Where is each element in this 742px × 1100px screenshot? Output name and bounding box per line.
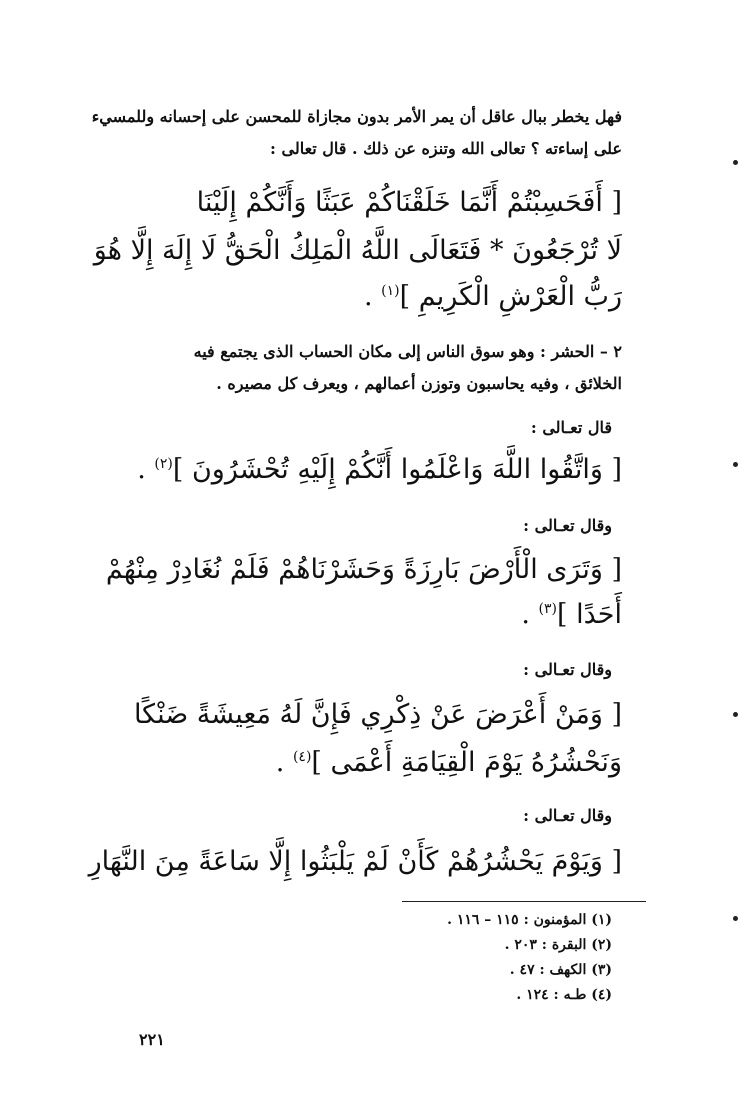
margin-mark (733, 712, 738, 717)
paragraph-1-line-1: فهل يخطر ببال عاقل أن يمر الأمر بدون مجازاة للمحسن على إحسانه وللمسيء (91, 107, 622, 126)
verse-3-footnote-ref: (٣) (538, 601, 558, 617)
paragraph-2-line-1: ٢ – الحشر : وهو سوق الناس إلى مكان الحساب الذى يجتمع فيه (193, 342, 622, 361)
footnote-separator (402, 901, 646, 902)
verse-3-text: أَحَدًا ] (557, 599, 622, 630)
label-said-exalted-4: وقال تعـالى : (523, 806, 612, 825)
verse-4-line-1: [ وَمَنْ أَعْرَضَ عَنْ ذِكْرِي فَإِنَّ لَهُ مَعِيشَةً ضَنْكًا (133, 699, 622, 730)
verse-1-line-3 (82, 282, 622, 312)
verse-1-footnote-ref: (١) (381, 283, 400, 299)
verse-3-end-dot: . (521, 599, 530, 630)
footnote-3: (٣) الكهف : ٤٧ . (509, 962, 612, 978)
verse-2-line-1 (82, 455, 622, 485)
margin-mark (733, 916, 738, 921)
verse-2-end-dot: . (137, 454, 146, 485)
footnote-2: (٢) البقرة : ٢٠٣ . (504, 937, 612, 953)
footnote-1: (١) المؤمنون : ١١٥ – ١١٦ . (447, 912, 612, 928)
paragraph-1-line-2: على إساءته ؟ تعالى الله وتنزه عن ذلك . قال تعالى : (270, 139, 622, 158)
footnote-4: (٤) طـه : ١٢٤ . (516, 987, 612, 1003)
verse-4-footnote-ref: (٤) (292, 749, 312, 765)
label-said-exalted-2: وقال تعـالى : (523, 516, 612, 535)
verse-1-end-dot: . (363, 281, 373, 312)
verse-4-text: وَنَحْشُرُهُ يَوْمَ الْقِيَامَةِ أَعْمَى ] (311, 747, 622, 778)
verse-3-line-1: [ وَتَرَى الْأَرْضَ بَارِزَةً وَحَشَرْنَاهُمْ فَلَمْ نُغَادِرْ مِنْهُمْ (105, 554, 622, 585)
label-said-exalted-3: وقال تعـالى : (523, 660, 612, 679)
verse-2-footnote-ref: (٢) (154, 456, 173, 472)
paragraph-2-line-2: الخلائق ، وفيه يحاسبون وتوزن أعمالهم ، ويعرف كل مصيره . (216, 374, 622, 393)
verse-5-line-1: [ وَيَوْمَ يَحْشُرُهُمْ كَأَنْ لَمْ يَلْبَثُوا إِلَّا سَاعَةً مِنَ النَّهَارِ (88, 846, 622, 877)
label-said-exalted-1: قال تعـالى : (530, 418, 612, 437)
verse-4-end-dot: . (275, 747, 285, 778)
margin-mark (733, 160, 738, 165)
verse-2-text: [ وَاتَّقُوا اللَّهَ وَاعْلَمُوا أَنَّكُمْ إِلَيْهِ تُحْشَرُونَ ] (172, 454, 622, 485)
page-number: ٢٢١ (139, 1030, 165, 1049)
verse-4-line-2 (82, 748, 622, 778)
margin-mark (733, 462, 738, 467)
verse-3-line-2 (82, 600, 622, 630)
verse-1-text: رَبُّ الْعَرْشِ الْكَرِيمِ ] (399, 281, 622, 312)
verse-1-line-2: لَا تُرْجَعُونَ * فَتَعَالَى اللَّهُ الْمَلِكُ الْحَقُّ لَا إِلَهَ إِلَّا هُوَ (93, 235, 622, 266)
verse-1-line-1: [ أَفَحَسِبْتُمْ أَنَّمَا خَلَقْنَاكُمْ عَبَثًا وَأَنَّكُمْ إِلَيْنَا (196, 187, 622, 218)
